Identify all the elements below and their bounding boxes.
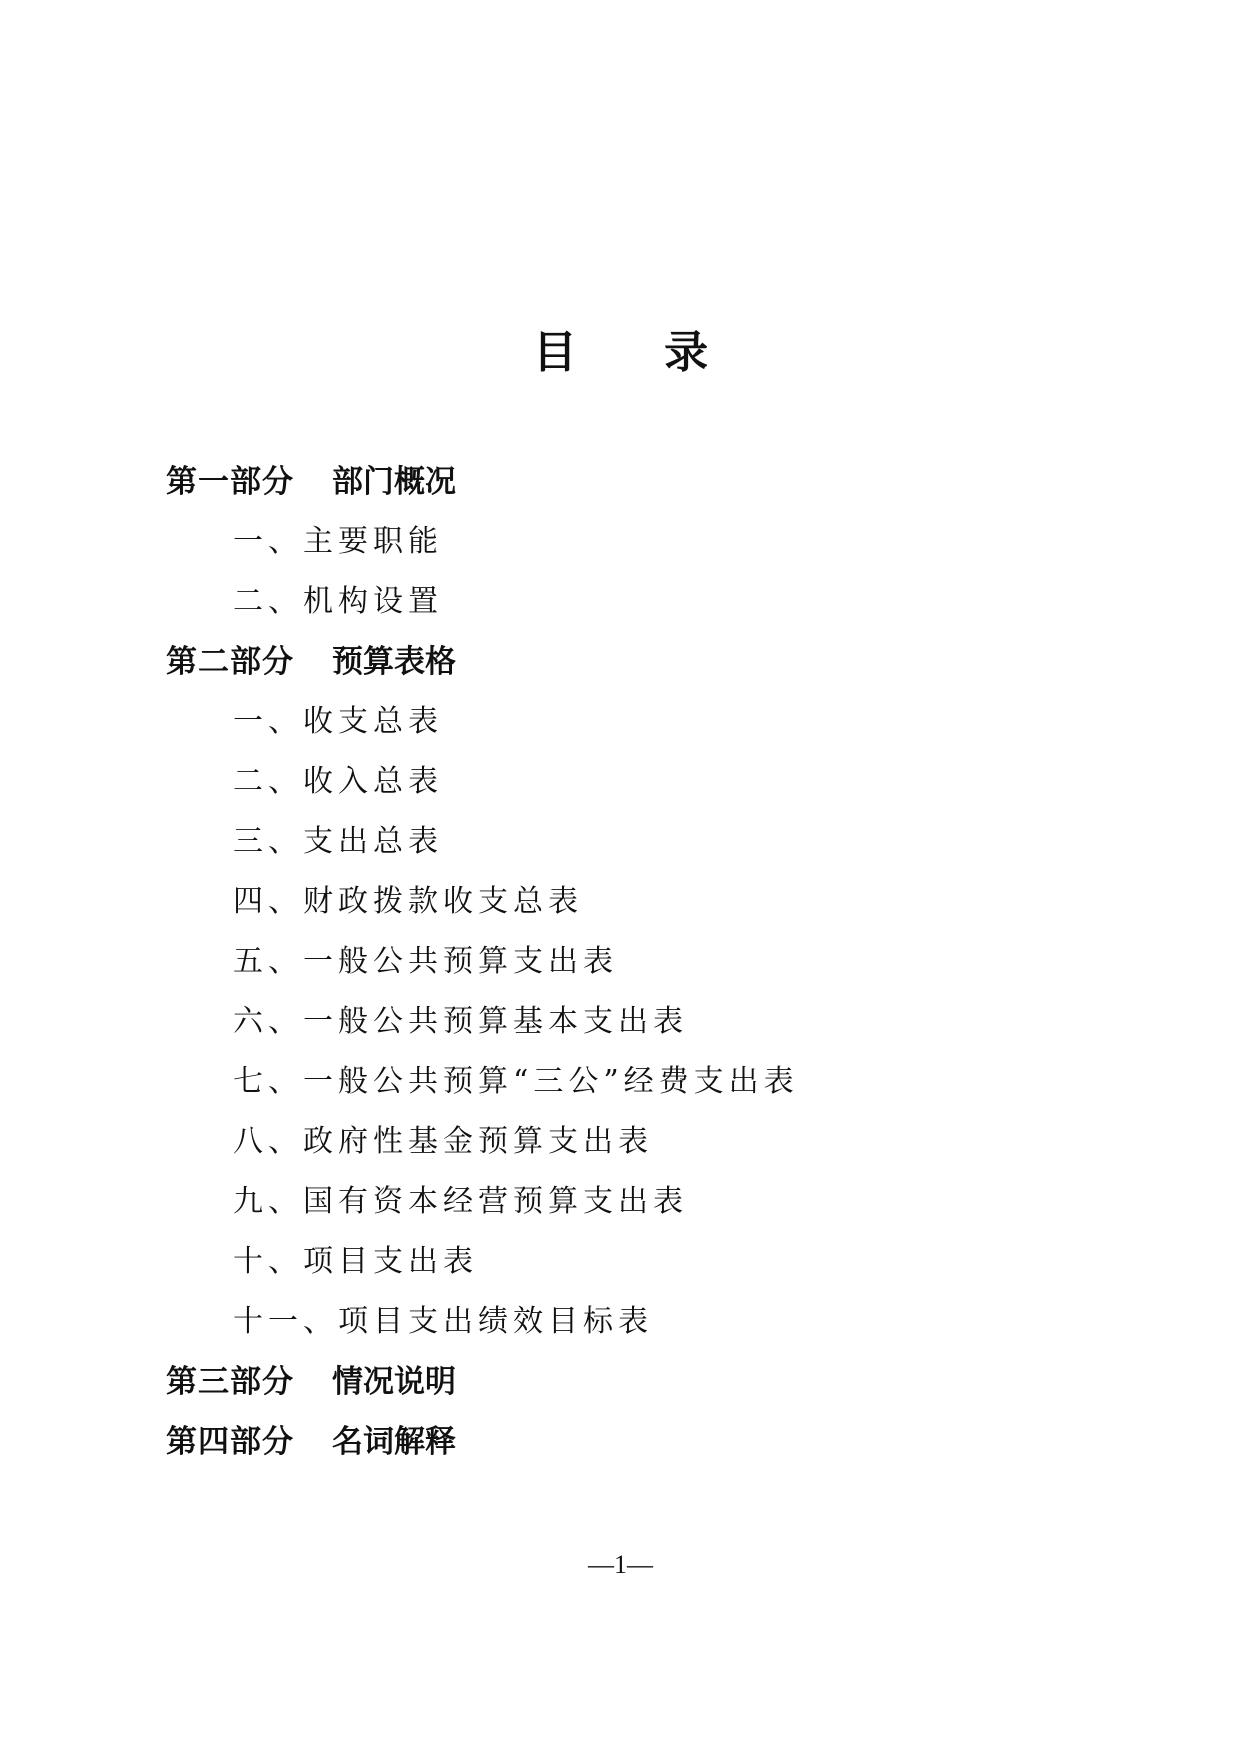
toc-item[interactable]: 三、支出总表 — [233, 824, 443, 859]
toc-item[interactable]: 二、机构设置 — [233, 584, 443, 619]
toc-item[interactable]: 一、收支总表 — [233, 704, 443, 739]
toc-part-2[interactable] — [166, 632, 1066, 692]
toc-item[interactable]: 六、一般公共预算基本支出表 — [233, 1004, 688, 1039]
toc-part-1[interactable] — [166, 452, 1066, 512]
toc-item[interactable]: 四、财政拨款收支总表 — [233, 884, 583, 919]
toc-part-title: 情况说明 — [332, 1364, 456, 1400]
toc-item[interactable]: 七、一般公共预算“三公”经费支出表 — [233, 1064, 799, 1099]
toc-part-title: 部门概况 — [332, 464, 456, 500]
toc-part-3[interactable] — [166, 1352, 1066, 1412]
table-of-contents — [166, 452, 1066, 1472]
toc-item[interactable]: 二、收入总表 — [233, 764, 443, 799]
toc-part-number: 第二部分 — [166, 644, 294, 680]
toc-item[interactable]: 一、主要职能 — [233, 524, 443, 559]
toc-part-number: 第一部分 — [166, 464, 294, 500]
toc-item[interactable]: 十、项目支出表 — [233, 1244, 478, 1279]
toc-title: 目 录 — [532, 327, 745, 378]
toc-item[interactable]: 八、政府性基金预算支出表 — [233, 1124, 653, 1159]
toc-part-4[interactable] — [166, 1412, 1066, 1472]
page-number: —1— — [588, 1550, 653, 1579]
toc-item[interactable]: 十一、项目支出绩效目标表 — [233, 1304, 653, 1339]
toc-item[interactable]: 五、一般公共预算支出表 — [233, 944, 618, 979]
toc-part-title: 预算表格 — [332, 644, 456, 680]
toc-part-title: 名词解释 — [332, 1424, 456, 1460]
toc-part-number: 第四部分 — [166, 1424, 294, 1460]
toc-item[interactable]: 九、国有资本经营预算支出表 — [233, 1184, 688, 1219]
toc-part-number: 第三部分 — [166, 1364, 294, 1400]
